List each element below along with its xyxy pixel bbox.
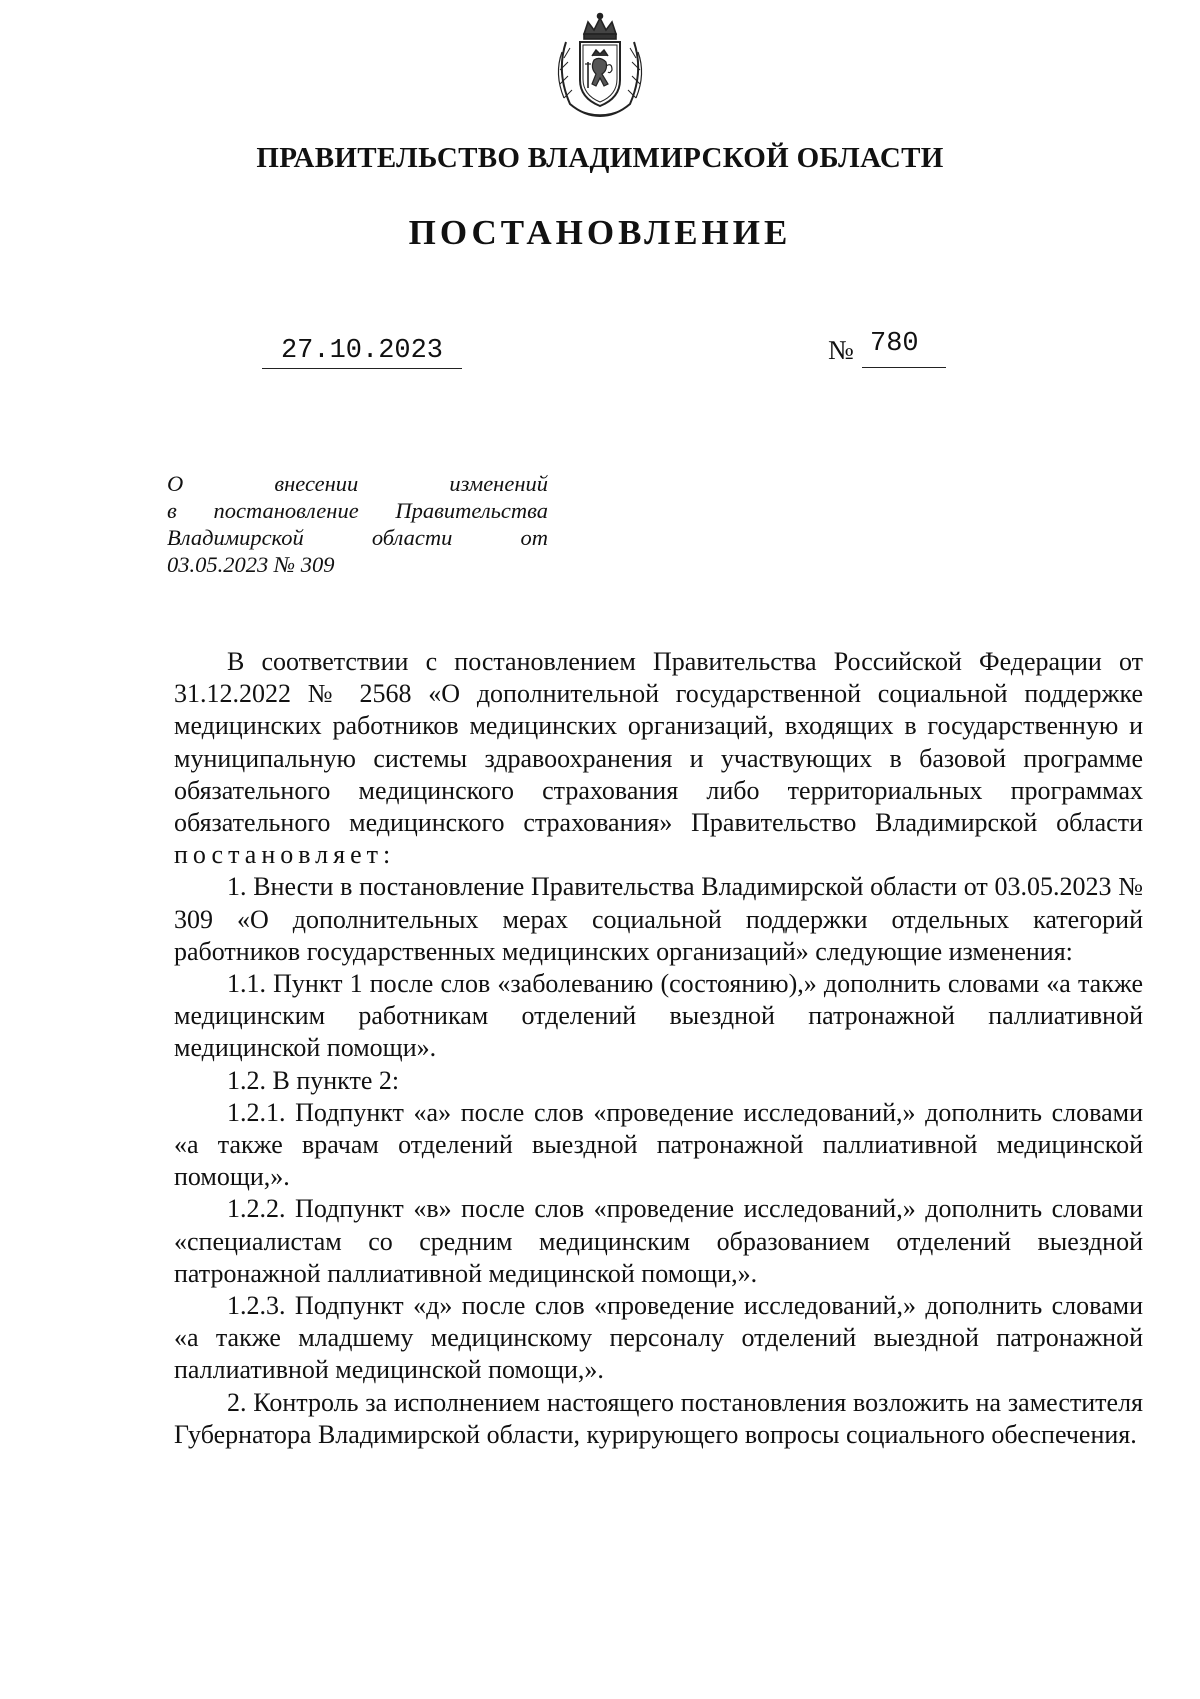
preamble-text: В соответствии с постановлением Правительства Российской Федерации от 31.12.2022 № 2568 «О дополнительной государственной социальной поддержке медицинских работников медицинских организаций, входящих в государственную и муниципальную системы здравоохранения и участвующих в базовой программе обязательного медицинского страхования либо территориальных программах обязательного медицинского страхования» Правительство Владимирской области: [174, 647, 1143, 838]
document-subject: [167, 470, 548, 578]
clause-1-2-1: 1.2.1. Подпункт «а» после слов «проведение исследований,» дополнить словами «а также врачам отделений выездной патронажной паллиативной медицинской помощи,».: [174, 1097, 1143, 1192]
coat-of-arms-emblem: [548, 12, 652, 120]
document-type-title: ПОСТАНОВЛЕНИЕ: [408, 213, 792, 252]
issuer-title: ПРАВИТЕЛЬСТВО ВЛАДИМИРСКОЙ ОБЛАСТИ: [256, 142, 944, 174]
number-label: №: [828, 335, 854, 365]
clause-1: 1. Внести в постановление Правительства Владимирской области от 03.05.2023 № 309 «О дополнительных мерах социальной поддержки отдельных категорий работников государственных медицинских организаций» следующие изменения:: [174, 872, 1143, 966]
clause-2: 2. Контроль за исполнением настоящего постановления возложить на заместителя Губернатора Владимирской области, курирующего вопросы социального обеспечения.: [174, 1387, 1143, 1449]
subject-line: в постановление Правительства: [167, 498, 548, 523]
clause-1-2-2: 1.2.2. Подпункт «в» после слов «проведение исследований,» дополнить словами «специалистам со средним медицинским образованием отделений выездной патронажной паллиативной медицинской помощи,».: [174, 1194, 1143, 1288]
clause-1-2-3: 1.2.3. Подпункт «д» после слов «проведение исследований,» дополнить словами «а также младшему медицинскому персоналу отделений выездной патронажной паллиативной медицинской помощи,».: [174, 1291, 1143, 1385]
clause-1-2: 1.2. В пункте 2:: [227, 1065, 400, 1095]
subject-line: О внесении изменений: [167, 471, 548, 496]
resolves-word: постановляет:: [174, 840, 396, 870]
document-date: 27.10.2023: [262, 336, 462, 369]
subject-line: 03.05.2023 № 309: [167, 552, 335, 577]
document-number: 780: [862, 329, 946, 368]
document-body: [174, 646, 1143, 1451]
subject-line: Владимирской области от: [167, 525, 548, 550]
preamble-paragraph: [174, 646, 1143, 871]
clause-1-1: 1.1. Пункт 1 после слов «заболеванию (состоянию),» дополнить словами «а также медицинским работникам отделений выездной патронажной паллиативной медицинской помощи».: [174, 969, 1143, 1063]
